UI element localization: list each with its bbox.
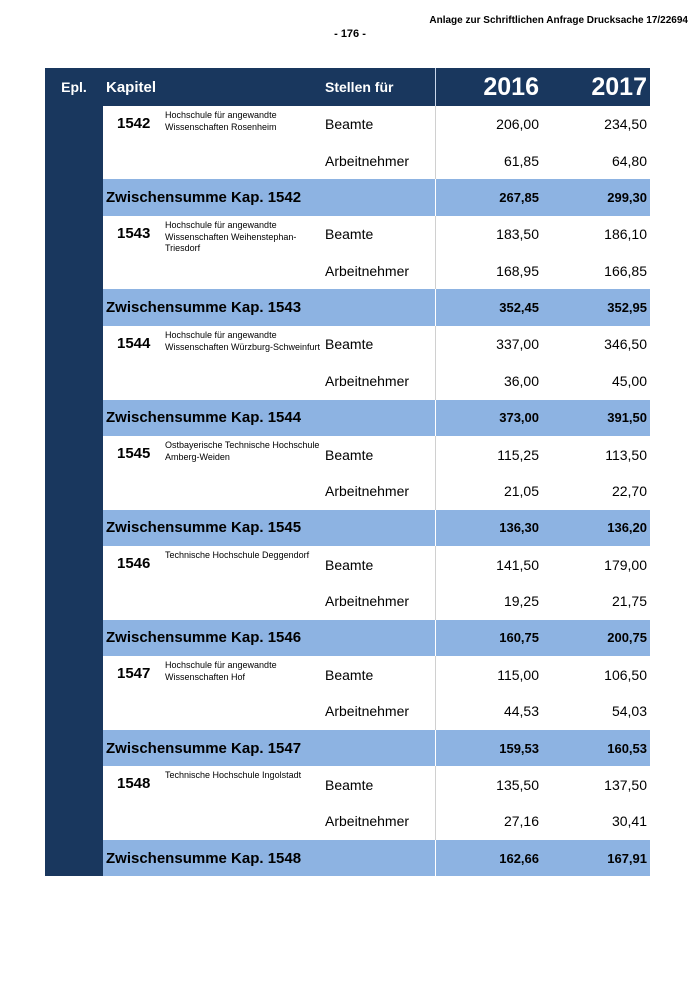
chapter-name: Hochschule für angewandte Wissenschaften Würzburg-Schweinfurt [165, 330, 321, 352]
chapter-name: Technische Hochschule Deggendorf [165, 550, 310, 561]
column-divider [435, 473, 436, 510]
table-row [45, 693, 650, 730]
subtotal-2016: 373,00 [499, 410, 539, 426]
column-divider [435, 143, 436, 180]
chapter-name: Technische Hochschule Ingolstadt [165, 770, 302, 781]
column-divider [435, 400, 436, 437]
subtotal-label: Zwischensumme Kap. 1546 [106, 629, 302, 647]
subtotal-label: Zwischensumme Kap. 1544 [106, 409, 302, 427]
table-header [45, 68, 650, 106]
value-2017: 54,03 [611, 703, 647, 720]
subtotal-row [103, 179, 650, 216]
column-divider [435, 106, 436, 143]
value-2016: 206,00 [496, 116, 539, 133]
staff-type: Arbeitnehmer [325, 703, 410, 720]
subtotal-row [103, 620, 650, 657]
subtotal-2016: 162,66 [499, 850, 539, 866]
column-divider [435, 583, 436, 620]
value-2017: 166,85 [604, 263, 647, 280]
value-2016: 44,53 [503, 703, 539, 720]
column-divider [435, 179, 436, 216]
table-row [45, 766, 650, 803]
table-row [45, 473, 650, 510]
value-2017: 179,00 [604, 556, 647, 573]
subtotal-2017: 167,91 [607, 850, 647, 866]
staff-type: Beamte [325, 226, 374, 243]
value-2016: 183,50 [496, 226, 539, 243]
subtotal-row [103, 400, 650, 437]
chapter-name: Hochschule für angewandte Wissenschaften Rosenheim [165, 110, 277, 132]
value-2016: 115,25 [497, 446, 539, 463]
subtotal-2016: 136,30 [499, 520, 539, 536]
column-divider [435, 803, 436, 840]
column-header-epl: Epl. [61, 79, 87, 95]
value-2017: 137,50 [604, 776, 647, 793]
subtotal-row [103, 730, 650, 767]
subtotal-label: Zwischensumme Kap. 1543 [106, 299, 302, 317]
staff-type: Beamte [325, 116, 374, 133]
chapter-number: 1543 [117, 225, 151, 243]
subtotal-2017: 299,30 [607, 190, 647, 206]
column-header-kapitel: Kapitel [106, 78, 157, 96]
staff-type: Arbeitnehmer [325, 153, 410, 170]
subtotal-2017: 391,50 [607, 410, 647, 426]
chapter-number: 1542 [117, 115, 151, 132]
value-2017: 346,50 [604, 336, 647, 353]
column-divider [435, 546, 436, 583]
column-divider [435, 730, 436, 767]
staff-type: Arbeitnehmer [325, 593, 410, 610]
staff-type: Arbeitnehmer [325, 483, 410, 500]
column-divider [435, 840, 436, 877]
chapter-number: 1547 [117, 665, 151, 683]
chapter-name: Hochschule für angewandte Wissenschaften Hof [165, 660, 277, 682]
column-header-2016: 2016 [483, 72, 539, 101]
value-2017: 22,70 [611, 483, 647, 500]
value-2016: 337,00 [496, 336, 539, 353]
value-2017: 45,00 [611, 373, 647, 390]
column-divider [435, 620, 436, 657]
subtotal-2017: 136,20 [607, 520, 647, 536]
staff-type: Beamte [325, 556, 374, 573]
table-row [45, 583, 650, 620]
value-2016: 21,05 [503, 483, 539, 500]
table-row [45, 436, 650, 473]
staff-type: Beamte [325, 336, 374, 353]
value-2016: 141,50 [496, 556, 539, 573]
value-2017: 234,50 [604, 116, 647, 133]
value-2017: 186,10 [604, 226, 647, 243]
subtotal-2017: 160,53 [607, 740, 647, 756]
column-divider [435, 656, 436, 693]
column-divider [435, 289, 436, 326]
value-2016: 168,95 [496, 263, 539, 280]
table-row [45, 143, 650, 180]
value-2017: 106,50 [604, 666, 647, 683]
subtotal-label: Zwischensumme Kap. 1545 [106, 519, 302, 537]
table-body [45, 106, 650, 876]
header-divider [435, 68, 436, 106]
document-reference: Anlage zur Schriftlichen Anfrage Drucksache 17/22694 [429, 15, 688, 26]
table-row [45, 546, 650, 583]
staff-table [45, 68, 650, 876]
subtotal-2016: 160,75 [499, 630, 539, 646]
chapter-name: Ostbayerische Technische Hochschule Amberg-Weiden [165, 440, 320, 462]
table-row [45, 326, 650, 363]
value-2016: 27,16 [503, 813, 539, 830]
page-number: - 176 - [334, 28, 366, 40]
value-2016: 19,25 [503, 593, 539, 610]
column-divider [435, 363, 436, 400]
subtotal-2017: 352,95 [607, 300, 647, 316]
subtotal-label: Zwischensumme Kap. 1547 [106, 739, 302, 757]
column-divider [435, 326, 436, 363]
column-divider [435, 253, 436, 290]
value-2017: 21,75 [611, 593, 647, 610]
table-row [45, 216, 650, 253]
value-2016: 115,00 [497, 666, 539, 683]
column-divider [435, 766, 436, 803]
chapter-number: 1545 [117, 445, 151, 463]
column-divider [435, 436, 436, 473]
column-header-2017: 2017 [591, 72, 647, 101]
table-row [45, 803, 650, 840]
table-row [45, 656, 650, 693]
subtotal-2016: 159,53 [499, 740, 539, 756]
chapter-number: 1548 [117, 775, 151, 793]
table-row [45, 363, 650, 400]
chapter-number: 1544 [117, 335, 151, 353]
staff-type: Beamte [325, 776, 374, 793]
staff-type: Arbeitnehmer [325, 813, 410, 830]
column-header-stellen: Stellen für [325, 79, 394, 95]
subtotal-row [103, 840, 650, 877]
staff-type: Arbeitnehmer [325, 263, 410, 280]
subtotal-row [103, 510, 650, 547]
value-2017: 64,80 [611, 153, 647, 170]
value-2016: 36,00 [503, 373, 539, 390]
staff-type: Beamte [325, 666, 374, 683]
staff-type: Arbeitnehmer [325, 373, 410, 390]
value-2017: 30,41 [611, 813, 647, 830]
table-row [45, 253, 650, 290]
table-row [45, 106, 650, 143]
value-2016: 61,85 [503, 153, 539, 170]
subtotal-label: Zwischensumme Kap. 1542 [106, 189, 302, 207]
subtotal-2016: 352,45 [499, 300, 539, 316]
subtotal-2016: 267,85 [499, 190, 539, 206]
value-2016: 135,50 [496, 776, 539, 793]
chapter-number: 1546 [117, 555, 151, 573]
value-2017: 113,50 [605, 446, 647, 463]
subtotal-label: Zwischensumme Kap. 1548 [106, 849, 302, 867]
column-divider [435, 510, 436, 547]
subtotal-2017: 200,75 [607, 630, 647, 646]
subtotal-row [103, 289, 650, 326]
chapter-name: Hochschule für angewandte Wissenschaften Weihenstephan-Triesdorf [165, 220, 297, 254]
staff-type: Beamte [325, 446, 374, 463]
column-divider [435, 693, 436, 730]
column-divider [435, 216, 436, 253]
